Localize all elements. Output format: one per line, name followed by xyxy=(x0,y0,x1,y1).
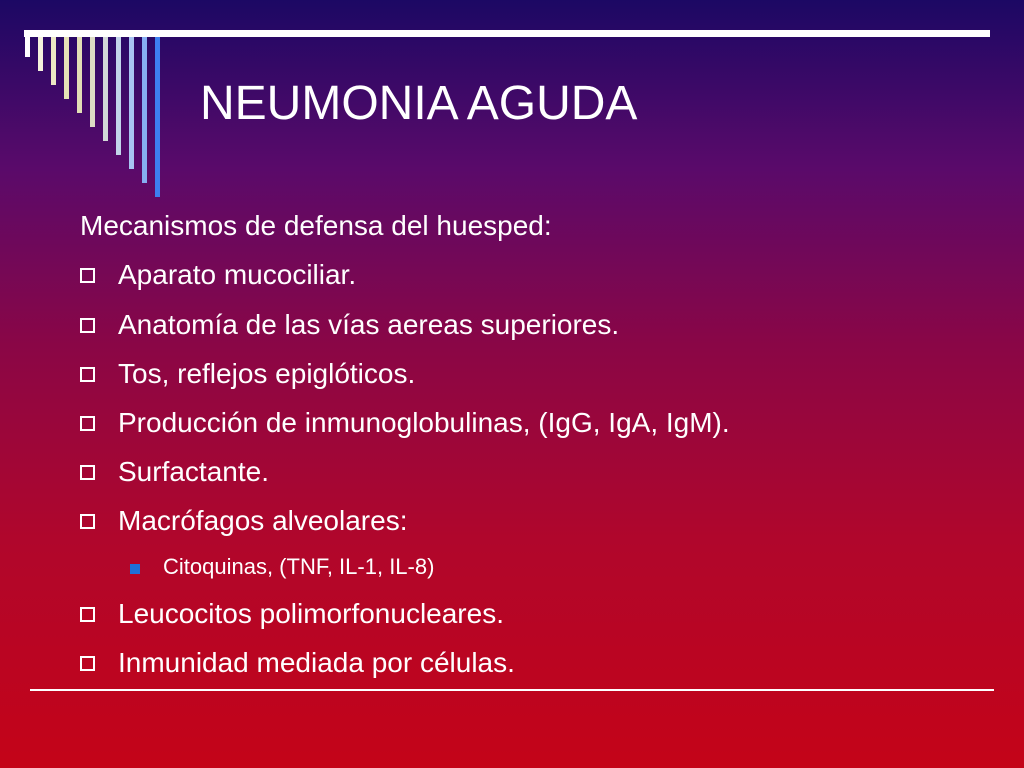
bullet-label: Surfactante. xyxy=(118,456,269,487)
hollow-square-bullet-icon xyxy=(80,268,95,283)
hollow-square-bullet-icon xyxy=(80,465,95,480)
bullet-label: Inmunidad mediada por células. xyxy=(118,647,515,678)
sub-bullet-label: Citoquinas, (TNF, IL-1, IL-8) xyxy=(163,554,435,579)
hollow-square-bullet-icon xyxy=(80,416,95,431)
bullet-label: Macrófagos alveolares: xyxy=(118,505,408,536)
intro-text: Mecanismos de defensa del huesped: xyxy=(80,210,552,241)
bullet-label: Leucocitos polimorfonucleares. xyxy=(118,598,504,629)
hollow-square-bullet-icon xyxy=(80,514,95,529)
bullet-label: Tos, reflejos epiglóticos. xyxy=(118,358,416,389)
hollow-square-bullet-icon xyxy=(80,318,95,333)
hollow-square-bullet-icon xyxy=(80,367,95,382)
hollow-square-bullet-icon xyxy=(80,607,95,622)
slide-title: NEUMONIA AGUDA xyxy=(200,77,638,130)
bullet-label: Producción de inmunoglobulinas, (IgG, IgA, IgM). xyxy=(118,407,730,438)
bottom-divider-line xyxy=(30,689,994,691)
hollow-square-bullet-icon xyxy=(80,656,95,671)
filled-square-bullet-icon xyxy=(130,564,140,574)
bullet-label: Aparato mucociliar. xyxy=(118,259,357,290)
bullet-label: Anatomía de las vías aereas superiores. xyxy=(118,309,620,340)
